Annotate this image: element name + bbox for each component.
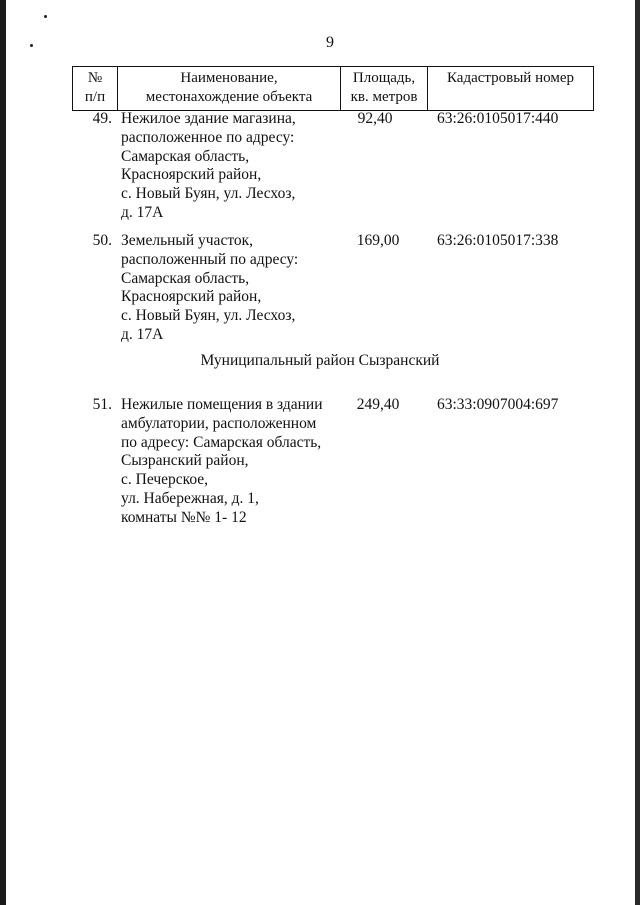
header-cell-cadastral [428, 67, 594, 111]
header-area-line-1: Площадь, [352, 70, 416, 86]
scan-artifact-dot [44, 15, 47, 18]
description-line: Самарская область, [121, 147, 250, 165]
header-number-line-1: № [87, 70, 103, 86]
row-area: 249,40 [356, 396, 400, 413]
description-line: Нежилые помещения в здании [121, 396, 323, 413]
row-description [121, 232, 341, 345]
header-cadastral-label: Кадастровый номер [447, 70, 574, 86]
description-line: Нежилое здание магазина, [121, 110, 296, 127]
description-line: по адресу: Самарская область, [121, 433, 322, 451]
description-line: Красноярский район, [121, 288, 262, 306]
description-line: д. 17А [121, 325, 164, 343]
table-row [0, 110, 640, 230]
header-number-line-2: п/п [84, 89, 106, 105]
row-area: 169,00 [356, 232, 400, 249]
description-line: Земельный участок, [121, 232, 254, 249]
header-area-line-2: кв. метров [350, 89, 418, 105]
row-description [121, 110, 341, 223]
description-line: Самарская область, [121, 269, 250, 287]
row-description [121, 396, 341, 528]
row-number: 49. [92, 110, 112, 127]
description-line: Красноярский район, [121, 166, 262, 184]
description-line: расположенный по адресу: [121, 250, 299, 268]
description-line: ул. Набережная, д. 1, [121, 489, 259, 507]
header-name-line-2: местонахождение объекта [145, 89, 313, 105]
description-line: д. 17А [121, 203, 164, 221]
row-cadastral-number: 63:33:0907004:697 [437, 396, 559, 413]
header-name-line-1: Наименование, [180, 70, 278, 86]
header-cell-area [341, 67, 428, 111]
table-row [0, 396, 640, 536]
table-header [72, 66, 594, 111]
scan-artifact-dot [30, 44, 33, 47]
description-line: с. Новый Буян, ул. Лесхоз, [121, 307, 296, 325]
page-number: 9 [326, 34, 334, 51]
section-heading: Муниципальный район Сызранский [200, 352, 440, 369]
row-cadastral-number: 63:26:0105017:338 [437, 232, 559, 249]
row-number: 50. [92, 232, 112, 249]
description-line: амбулатории, расположенном [121, 414, 317, 432]
header-cell-name [118, 67, 341, 111]
table-row [0, 232, 640, 352]
row-area: 92,40 [357, 110, 393, 127]
header-cell-number [73, 67, 118, 111]
description-line: с. Печерское, [121, 471, 209, 489]
description-line: с. Новый Буян, ул. Лесхоз, [121, 185, 296, 203]
description-line: расположенное по адресу: [121, 128, 295, 146]
row-number: 51. [92, 396, 112, 413]
description-line: Сызранский район, [121, 452, 249, 470]
row-cadastral-number: 63:26:0105017:440 [437, 110, 559, 127]
description-line: комнаты №№ 1- 12 [121, 508, 247, 526]
